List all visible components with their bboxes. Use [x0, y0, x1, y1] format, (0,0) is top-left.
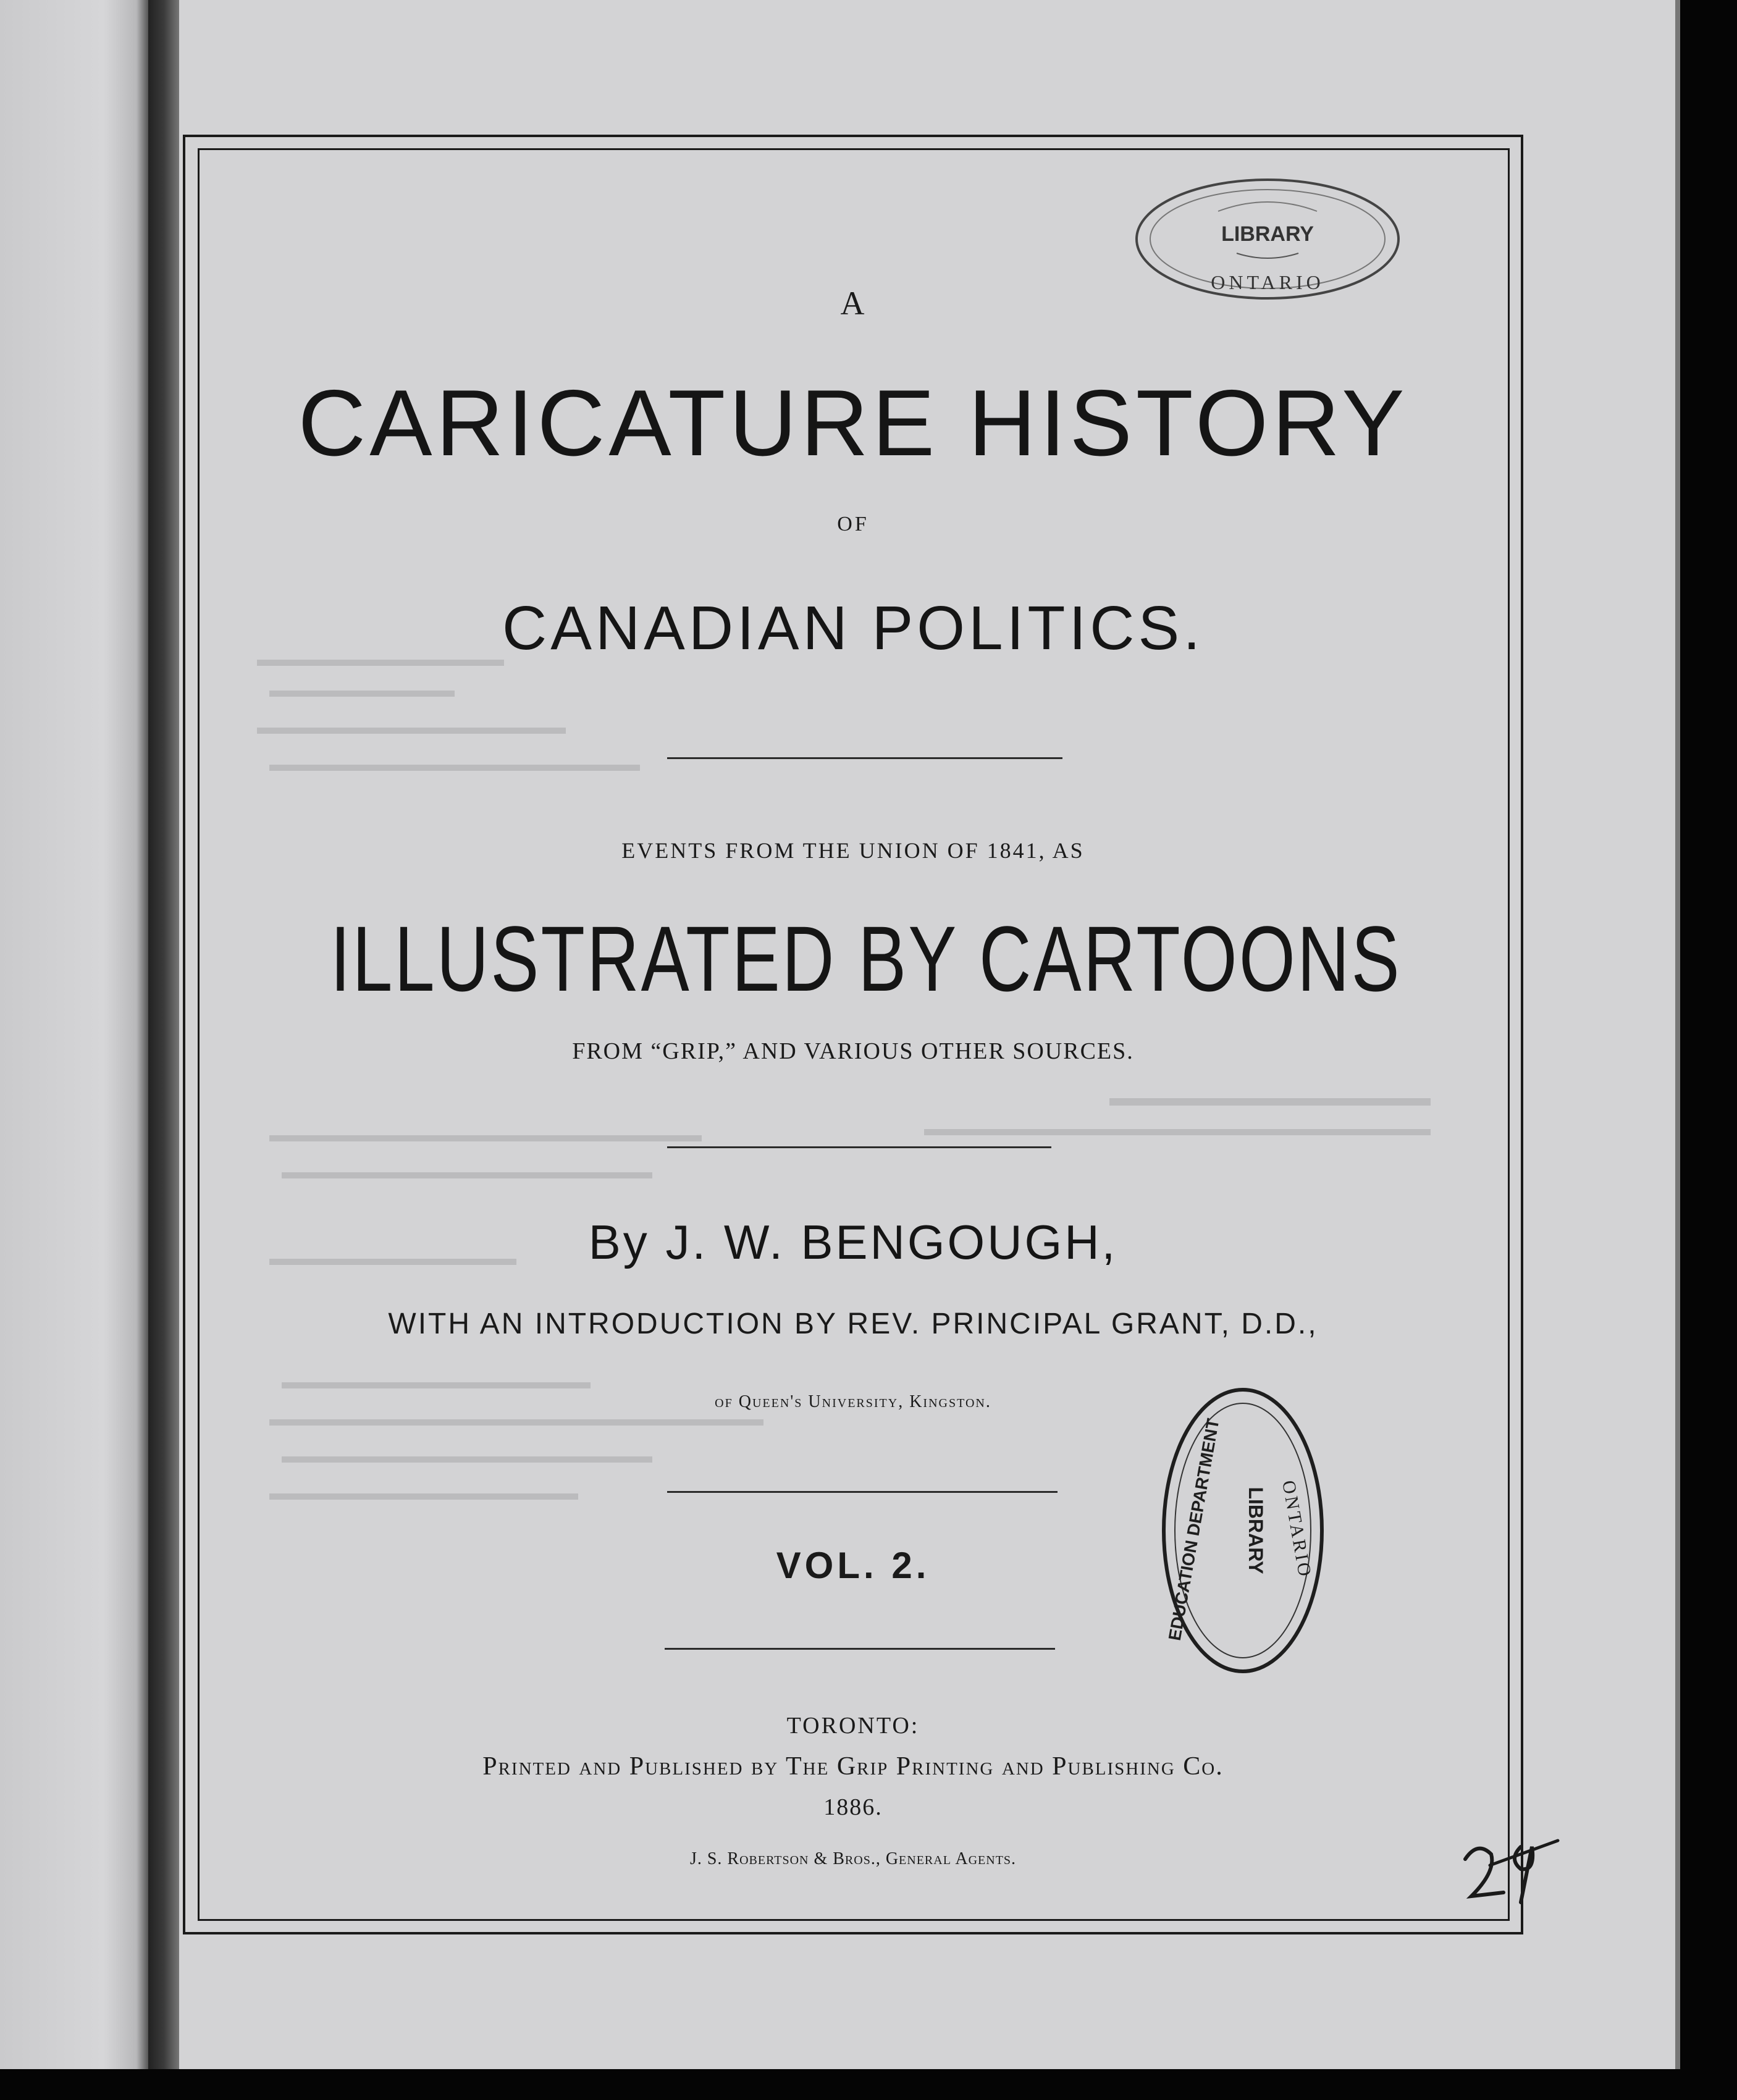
divider-rule-2: [667, 1146, 1051, 1148]
publication-city: TORONTO:: [786, 1713, 920, 1739]
title-subject: CANADIAN POLITICS.: [502, 594, 1204, 663]
stamp-top-ontario-text: ONTARIO: [1211, 271, 1324, 293]
general-agents-line: J. S. Robertson & Bros., General Agents.: [689, 1849, 1017, 1868]
scan-bottom-border: [0, 2069, 1737, 2100]
main-title: CARICATURE HISTORY: [298, 371, 1408, 476]
stamp-top-library-text: LIBRARY: [1221, 222, 1314, 246]
events-line: EVENTS FROM THE UNION OF 1841, AS: [621, 838, 1085, 863]
university-line: of Queen's University, Kingston.: [715, 1392, 991, 1411]
divider-rule-3: [667, 1491, 1058, 1493]
divider-rule-4: [665, 1648, 1055, 1650]
publication-year: 1886.: [823, 1794, 883, 1820]
library-stamp-top: [1132, 174, 1403, 304]
left-page-edge: [0, 0, 148, 2069]
author-line: By J. W. BENGOUGH,: [588, 1215, 1118, 1269]
scan-right-border: [1680, 0, 1737, 2100]
printer-line: Printed and Published by The Grip Printing and Publishing Co.: [482, 1752, 1224, 1781]
stamp-right-library-text: LIBRARY: [1245, 1487, 1267, 1574]
title-article: A: [840, 285, 866, 322]
book-spine-gutter: [148, 0, 179, 2069]
title-of: OF: [837, 513, 869, 536]
education-department-stamp: [1156, 1382, 1329, 1679]
page-right-edge-line: [1675, 0, 1680, 2069]
stamp-right-ontario-text: ONTARIO: [1278, 1479, 1316, 1581]
introduction-line: WITH AN INTRODUCTION BY REV. PRINCIPAL GRANT, D.D.,: [388, 1308, 1318, 1340]
illustrated-by-cartoons: ILLUSTRATED BY CARTOONS: [330, 907, 1402, 1010]
volume-number: VOL. 2.: [776, 1545, 930, 1586]
divider-rule-1: [667, 757, 1062, 759]
stamp-right-department-text: EDUCATION DEPARTMENT: [1164, 1417, 1223, 1642]
handwritten-number: [1453, 1822, 1564, 1915]
sources-line: FROM “GRIP,” AND VARIOUS OTHER SOURCES.: [572, 1038, 1134, 1064]
